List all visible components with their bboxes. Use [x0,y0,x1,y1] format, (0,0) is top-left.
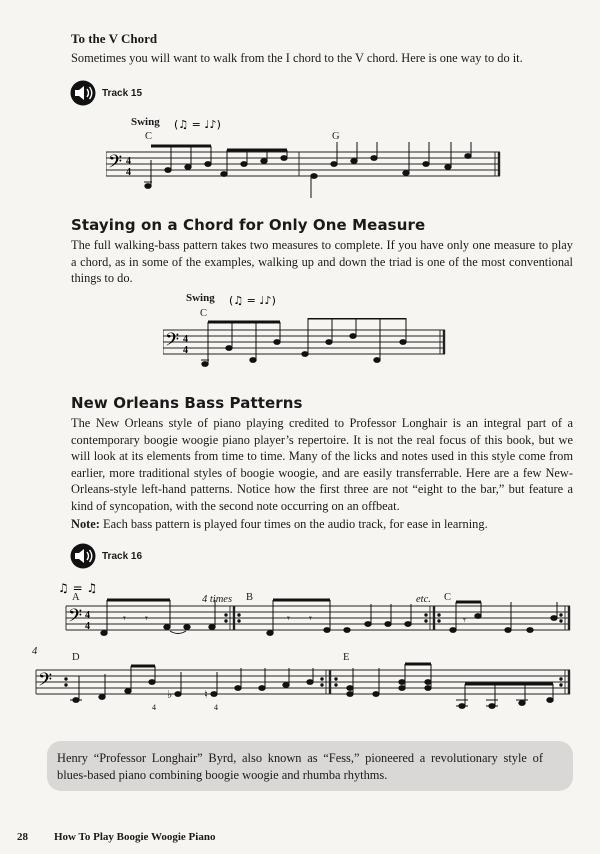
section-label: C [444,592,452,603]
section-heading-v-chord: To the V Chord [71,31,158,46]
swing-marking: Swing [131,116,160,128]
track-15[interactable] [70,80,142,106]
section-label: A [72,592,80,603]
callout-text: Henry “Professor Longhair” Byrd, also known as “Fess,” pioneered a revolutionary style of blues-based piano combining boogie woogie and rhumba rhythms. [57,751,543,782]
callout-box [47,741,573,791]
svg-text:4: 4 [183,345,188,356]
staff-1 [106,140,506,220]
section-label: E [343,652,350,663]
svg-text:𝄾: 𝄾 [309,613,312,625]
section-heading-new-orleans: New Orleans Bass Patterns [71,394,303,412]
staff-4 [30,660,580,720]
swing-rhythm-icon [174,112,264,132]
section-label: B [246,592,254,603]
svg-text:𝄢: 𝄢 [38,670,53,695]
straight-eighths-icon [58,578,118,596]
repeat-count: etc. [416,594,431,605]
measure-number: 4 [32,646,38,657]
speaker-icon [70,80,98,106]
page-number: 28 [17,831,28,843]
svg-text:4: 4 [126,167,131,178]
svg-text:♮: ♮ [204,689,208,701]
track-label: Track 16 [102,550,143,562]
chord-symbol: C [200,308,208,319]
note-paragraph [71,516,573,533]
section-text-new-orleans: The New Orleans style of piano playing credited to Professor Longhair is an integral part of a contemporary boogie woogie piano player’s repertoire. It is not the real focus of this book, but we will look at its elements from time to time. Many of the licks and notes used in this style come from earlier, more traditional styles of boogie woogie, and are easily transferrable. Here are a few New-Orleans-style left-hand patterns. Notice how the first three are not “eight to the bar,” but feature a kind of syncopation, with the second note occurring on an offbeat. [71,416,573,513]
track-label: Track 15 [102,87,143,99]
track-16[interactable] [70,543,142,569]
svg-text:𝄢: 𝄢 [108,152,123,177]
section-heading-one-measure: Staying on a Chord for Only One Measure [71,216,426,234]
section-label: D [72,652,80,663]
note-label: Note: [71,517,100,531]
swing-marking: Swing [186,292,215,304]
svg-text:𝄾: 𝄾 [145,613,148,625]
svg-text:♭: ♭ [167,689,173,701]
chord-symbol: G [332,131,340,142]
svg-text:𝄢: 𝄢 [165,330,180,355]
book-title: How To Play Boogie Woogie Piano [54,831,216,843]
music-score-4 [30,646,580,712]
speaker-icon [70,543,98,569]
staff-3 [30,596,580,636]
repeat-count: 4 times [202,594,233,605]
svg-text:4: 4 [85,610,90,621]
svg-text:𝄾: 𝄾 [463,615,466,627]
section-text-v-chord: Sometimes you will want to walk from the I chord to the V chord. Here is one way to do it. [71,51,523,65]
svg-text:𝄢: 𝄢 [68,606,83,631]
staff-2 [163,318,463,398]
svg-text:4: 4 [183,334,188,345]
svg-text:4: 4 [85,621,90,632]
music-score-3 [30,578,580,636]
swing-rhythm-icon [229,288,319,308]
svg-text:𝄾: 𝄾 [287,613,290,625]
svg-text:(♫ = ♩♪): (♫ = ♩♪) [174,118,221,131]
svg-text:𝄾: 𝄾 [123,613,126,625]
svg-text:4: 4 [126,156,131,167]
section-text-one-measure: The full walking-bass pattern takes two measures to complete. If you have only one measure to play a chord, as in some of the examples, walking up and down the triad is one of the most conventional things to do. [71,238,573,285]
svg-text:(♫ = ♩♪): (♫ = ♩♪) [229,294,276,307]
svg-text:4: 4 [214,703,218,712]
svg-text:♫ = ♫: ♫ = ♫ [58,581,98,595]
chord-symbol: C [145,131,153,142]
note-text: Each bass pattern is played four times on the audio track, for ease in learning. [99,517,488,531]
svg-text:4: 4 [152,703,156,712]
